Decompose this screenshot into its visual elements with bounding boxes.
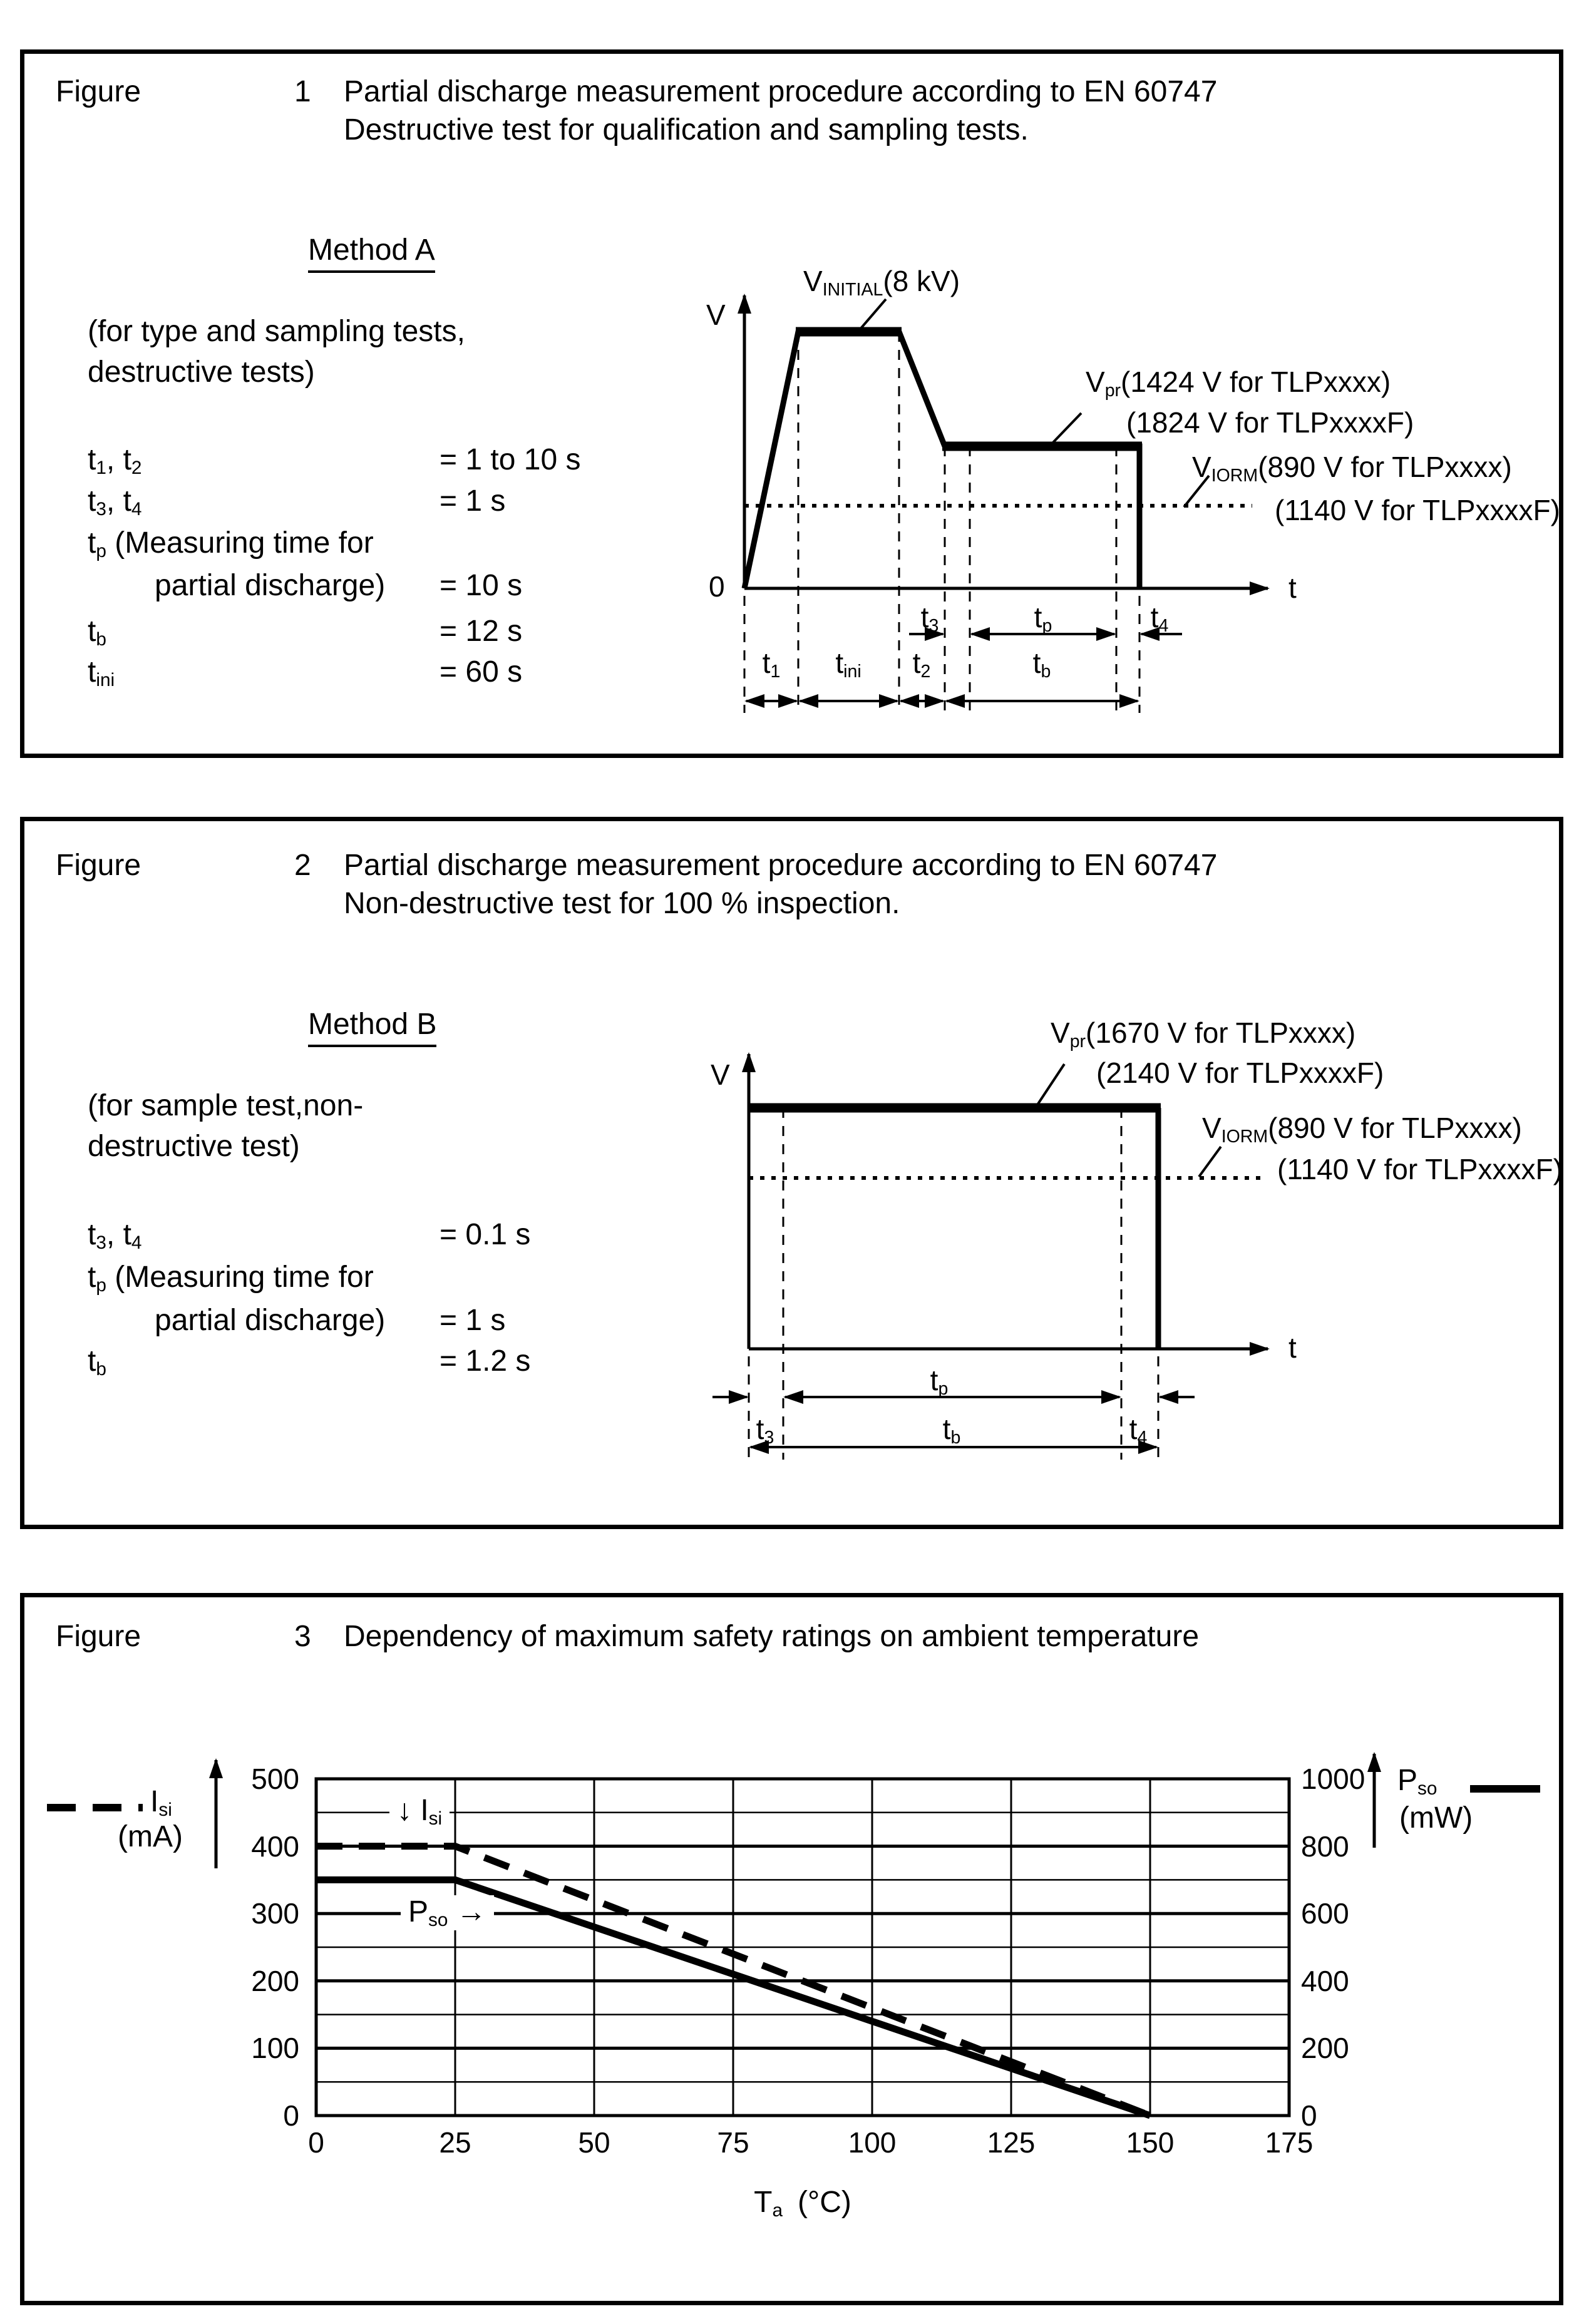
fig1-param-value: = 1 s <box>440 484 506 518</box>
fig1-dim-t2: t2 <box>912 647 931 682</box>
fig1-param-name: tb <box>88 615 106 650</box>
fig3-tick-label: 0 <box>1301 2099 1317 2132</box>
fig3-annotation-isi: ↓ Isi <box>389 1794 450 1829</box>
fig1-vpr-label-1: Vpr(1424 V for TLPxxxx) <box>1086 366 1391 401</box>
fig1-dashed-guides <box>744 332 1139 713</box>
fig3-tick-label: 800 <box>1301 1830 1349 1863</box>
fig2-t-axis-label: t <box>1288 1331 1297 1364</box>
fig2-viorm-label-1: VIORM(890 V for TLPxxxx) <box>1202 1112 1522 1147</box>
fig3-legend-pso-name: Pso <box>1397 1764 1437 1799</box>
fig1-param-value: = 10 s <box>440 569 523 602</box>
fig2-scope-line2: destructive test) <box>88 1130 300 1163</box>
fig1-param-name: t3, t4 <box>88 484 142 520</box>
fig3-tick-label: 300 <box>251 1897 299 1930</box>
fig2-scope-line1: (for sample test,non- <box>88 1089 364 1122</box>
fig3-tick-label: 125 <box>987 2126 1036 2159</box>
fig1-method-heading: Method A <box>308 233 435 267</box>
fig3-tick-label: 400 <box>251 1830 299 1863</box>
fig3-tick-label: 600 <box>1301 1897 1349 1930</box>
fig3-legend-pso-unit: (mW) <box>1399 1801 1473 1835</box>
fig1-param-value: = 12 s <box>440 615 523 648</box>
fig3-tick-label: 1000 <box>1301 1763 1365 1795</box>
fig2-dim-t3: t3 <box>756 1413 774 1448</box>
fig2-dashed-guides <box>749 1108 1158 1460</box>
fig2-param-name: partial discharge) <box>155 1304 386 1337</box>
fig1-figure-number: 1 <box>294 75 311 108</box>
fig1-param-name: partial discharge) <box>155 569 386 602</box>
fig3-tick-label: 50 <box>578 2126 610 2159</box>
fig1-dim-tini: tini <box>835 647 861 682</box>
fig3-tick-label: 175 <box>1265 2126 1314 2159</box>
fig3-tick-label: 400 <box>1301 1964 1349 1997</box>
fig3-title: Dependency of maximum safety ratings on ambient temperature <box>344 1620 1200 1653</box>
fig1-dim-tb: tb <box>1032 647 1051 682</box>
fig3-tick-label: 200 <box>251 1964 299 1997</box>
fig1-title-line1: Partial discharge measurement procedure according to EN 60747 <box>344 75 1218 108</box>
fig1-figure-word: Figure <box>56 75 141 108</box>
fig1-origin-label: 0 <box>709 570 725 603</box>
fig1-wave-line <box>744 332 1139 588</box>
fig3-tick-label: 0 <box>283 2099 299 2132</box>
fig3-tick-label: 0 <box>308 2126 324 2159</box>
fig3-tick-label: 500 <box>251 1763 299 1795</box>
fig3-tick-label: 75 <box>717 2126 749 2159</box>
fig1-callout-leaders <box>859 299 1209 507</box>
fig2-dim-tb: tb <box>942 1413 961 1448</box>
fig2-vpr-label-2: (2140 V for TLPxxxxF) <box>1096 1057 1384 1089</box>
fig1-title-line2: Destructive test for qualification and sampling tests. <box>344 113 1029 146</box>
fig1-dim-t1: t1 <box>762 647 781 682</box>
fig2-param-name: tb <box>88 1344 106 1380</box>
fig1-dim-t3: t3 <box>920 601 939 636</box>
fig1-v-axis-label: V <box>706 299 726 331</box>
fig3-legend-isi-unit: (mA) <box>118 1820 183 1853</box>
fig3-legend-isi-name: Isi <box>150 1785 172 1821</box>
fig3-annotation-pso: Pso → <box>401 1895 494 1930</box>
fig2-title-line1: Partial discharge measurement procedure according to EN 60747 <box>344 849 1218 882</box>
fig3-tick-label: 200 <box>1301 2032 1349 2065</box>
fig1-t-axis-label: t <box>1288 571 1297 604</box>
fig1-viorm-label-1: VIORM(890 V for TLPxxxx) <box>1192 451 1512 486</box>
fig2-param-value: = 0.1 s <box>440 1218 531 1251</box>
fig3-figure-number: 3 <box>294 1620 311 1653</box>
fig1-param-name: tini <box>88 655 115 691</box>
fig3-x-axis-title: Ta (°C) <box>754 2186 851 2221</box>
fig2-param-value: = 1.2 s <box>440 1344 531 1378</box>
fig2-dim-t4: t4 <box>1129 1413 1148 1448</box>
fig1-dim-t4: t4 <box>1150 601 1169 636</box>
fig1-dim-tp: tp <box>1034 601 1052 636</box>
fig2-vpr-label-1: Vpr(1670 V for TLPxxxx) <box>1051 1016 1356 1052</box>
fig1-vinitial-label: VINITIAL(8 kV) <box>803 265 960 300</box>
fig1-scope-line2: destructive tests) <box>88 356 315 389</box>
fig3-tick-label: 150 <box>1126 2126 1175 2159</box>
fig3-tick-label: 25 <box>439 2126 471 2159</box>
fig3-tick-label: 100 <box>848 2126 897 2159</box>
fig3-tick-label: 100 <box>251 2032 299 2065</box>
fig2-param-name: tp (Measuring time for <box>88 1261 374 1296</box>
fig1-vpr-label-2: (1824 V for TLPxxxxF) <box>1126 406 1414 439</box>
fig2-figure-word: Figure <box>56 849 141 882</box>
fig1-param-value: = 1 to 10 s <box>440 443 581 476</box>
fig2-title-line2: Non-destructive test for 100 % inspection. <box>344 887 900 920</box>
fig1-param-name: t1, t2 <box>88 443 142 479</box>
figure3-grid <box>316 1779 1289 2116</box>
fig2-param-value: = 1 s <box>440 1304 506 1337</box>
fig2-dim-tp: tp <box>930 1364 949 1399</box>
fig2-figure-number: 2 <box>294 849 311 882</box>
fig2-param-name: t3, t4 <box>88 1218 142 1254</box>
fig1-scope-line1: (for type and sampling tests, <box>88 315 465 348</box>
fig3-figure-word: Figure <box>56 1620 141 1653</box>
figure2-waveform <box>712 1054 1268 1460</box>
figure1-waveform <box>744 295 1268 713</box>
fig2-viorm-label-2: (1140 V for TLPxxxxF) <box>1277 1153 1563 1185</box>
fig2-method-heading: Method B <box>308 1008 436 1042</box>
fig1-param-value: = 60 s <box>440 655 523 688</box>
fig1-param-name: tp (Measuring time for <box>88 526 374 562</box>
fig2-v-axis-label: V <box>711 1058 730 1091</box>
fig1-viorm-label-2: (1140 V for TLPxxxxF) <box>1275 494 1560 526</box>
